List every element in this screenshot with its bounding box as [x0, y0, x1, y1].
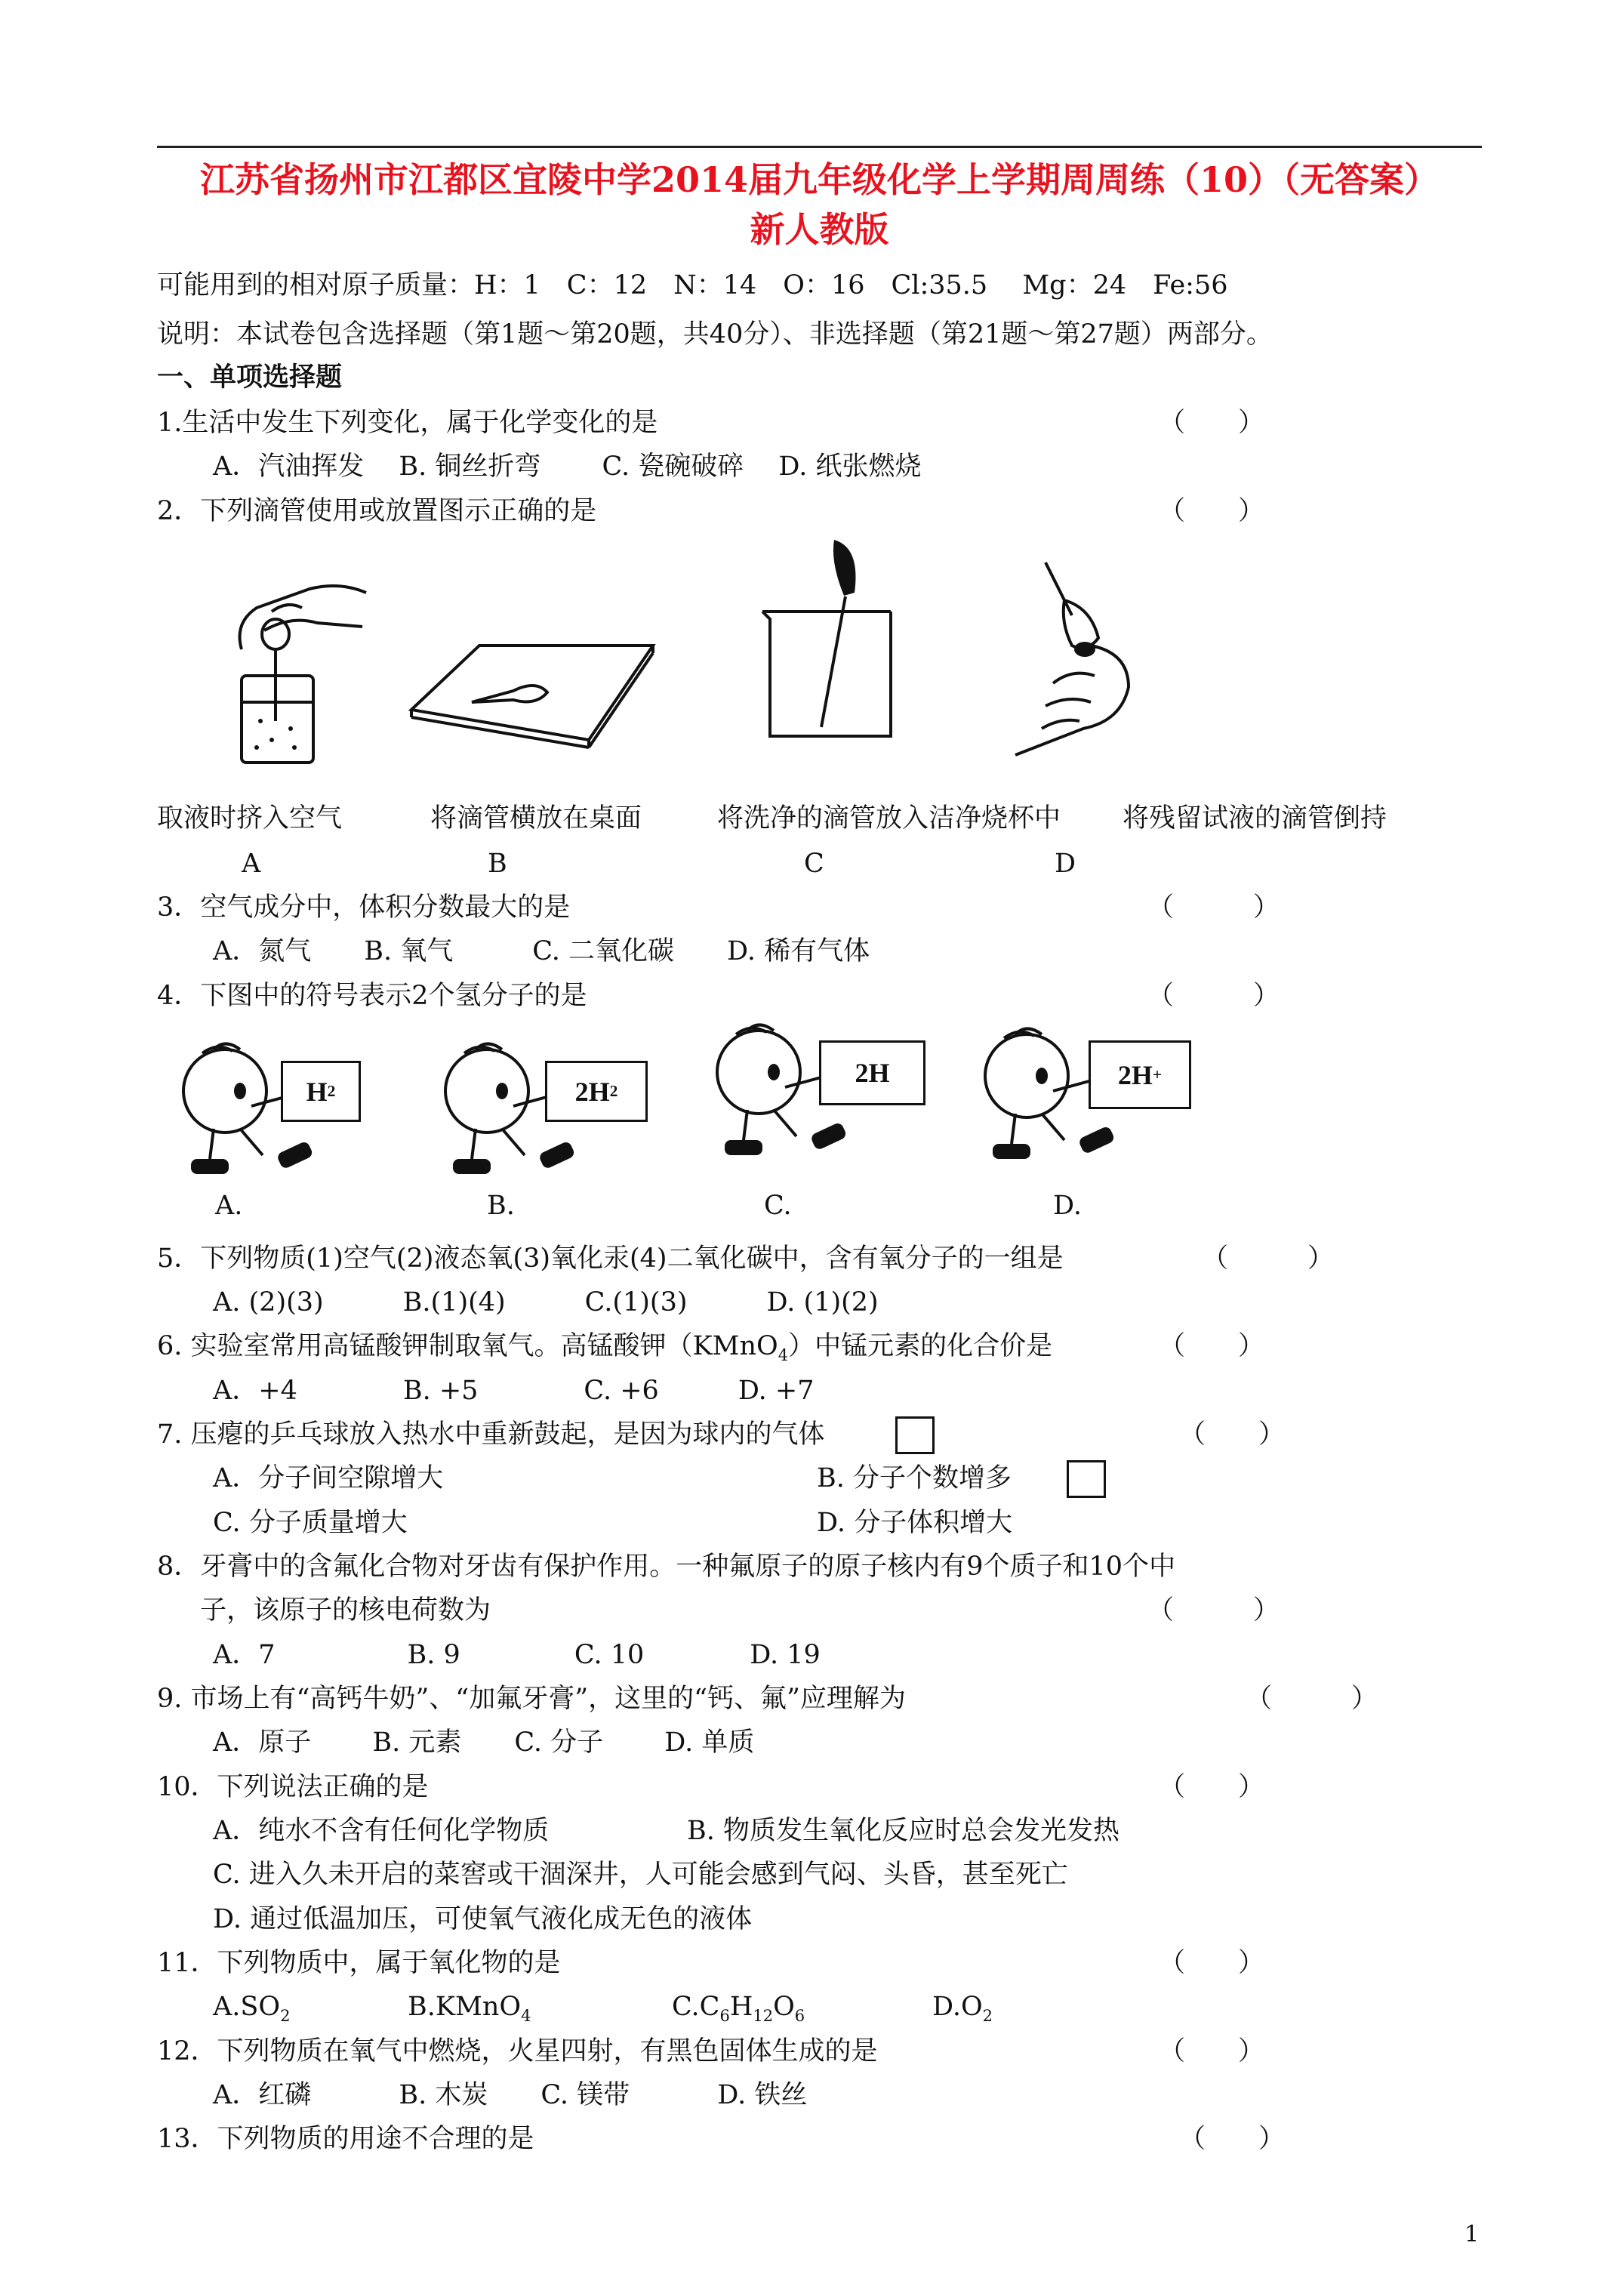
question-5-options: A. (2)(3) B.(1)(4) C.(1)(3) D. (1)(2) [213, 1287, 879, 1318]
figure-letter-b: B [488, 849, 507, 879]
answer-blank-9: （ ） [1246, 1684, 1378, 1714]
figure-letter-a: A [242, 849, 261, 879]
question-11-option-a: $A.SO_2$ [213, 1992, 291, 2025]
answer-blank-12: （ ） [1159, 2036, 1265, 2066]
exam-note: 说明：本试卷包含选择题（第1题～第20题，共40分）、非选择题（第21题～第27题）两部分。 [157, 319, 1273, 350]
figure-letter-c: C [804, 849, 824, 879]
question-4-stem: 4．下图中的符号表示2个氢分子的是 [157, 981, 587, 1011]
question-7-option-c: C. 分子质量增大 [213, 1508, 408, 1538]
symbol-box-b: 2H 2 [545, 1061, 648, 1122]
question-11-option-d: $D.O_2$ [932, 1992, 993, 2025]
question-6-stem: 6. 实验室常用高锰酸钾制取氧气。高锰酸钾（KMnO$_4$）中锰元素的化合价是 [157, 1331, 1053, 1364]
question-10-stem: 10．下列说法正确的是 [157, 1772, 429, 1802]
answer-blank-4: （ ） [1147, 981, 1280, 1011]
figure-caption-a: 取液时挤入空气 [157, 803, 343, 834]
exam-title-edition: 新人教版 [750, 209, 889, 250]
question-13-stem: 13．下列物质的用途不合理的是 [157, 2124, 534, 2154]
question-9-stem: 9. 市场上有“高钙牛奶”、“加氟牙膏”，这里的“钙、氟”应理解为 [157, 1684, 906, 1714]
answer-blank-1: （ ） [1159, 408, 1265, 438]
question-9-options: A．原子 B. 元素 C. 分子 D. 单质 [213, 1727, 755, 1758]
question-8-stem-line2: 子，该原子的核电荷数为 [200, 1595, 491, 1626]
figure-letter-d: D [1055, 849, 1076, 879]
symbol-box-c: 2H [819, 1040, 925, 1105]
question-11-stem: 11．下列物质中，属于氧化物的是 [157, 1948, 561, 1978]
answer-blank-6: （ ） [1159, 1331, 1265, 1361]
question-8-stem-line1: 8．牙膏中的含氟化合物对牙齿有保护作用。一种氟原子的原子核内有9个质子和10个中 [157, 1552, 1176, 1582]
blank-square-2 [1067, 1460, 1106, 1498]
dropper-figure-d [1000, 555, 1155, 759]
question-10-option-c: C. 进入久未开启的菜窖或干涸深井，人可能会感到气闷、头昏，甚至死亡 [213, 1860, 1068, 1890]
atomic-mass-line: 可能用到的相对原子质量：H：1 C：12 N：14 O：16 Cl:35.5 Mg：24 Fe:56 [157, 270, 1228, 300]
question-1-options: A．汽油挥发 B. 铜丝折弯 C. 瓷碗破碎 D. 纸张燃烧 [213, 451, 922, 482]
answer-blank-2: （ ） [1159, 496, 1265, 526]
question-7-option-d: D. 分子体积增大 [817, 1508, 1013, 1538]
question-10-option-b: B. 物质发生氧化反应时总会发光发热 [687, 1816, 1119, 1846]
cartoon-letter-b: B. [487, 1191, 515, 1221]
answer-blank-13: （ ） [1179, 2124, 1286, 2154]
figure-caption-d: 将残留试液的滴管倒持 [1123, 803, 1387, 834]
question-12-options: A．红磷 B. 木炭 C. 镁带 D. 铁丝 [213, 2080, 808, 2110]
dropper-figure-a [219, 559, 381, 766]
question-1-stem: 1.生活中发生下列变化，属于化学变化的是 [157, 408, 658, 438]
symbol-box-d: 2H + [1089, 1040, 1191, 1109]
question-7-option-b: B. 分子个数增多 [817, 1463, 1012, 1493]
cartoon-letter-d: D. [1053, 1191, 1082, 1221]
answer-blank-7: （ ） [1179, 1419, 1286, 1450]
question-7-stem: 7. 压瘪的乒乓球放入热水中重新鼓起，是因为球内的气体 [157, 1419, 825, 1450]
question-7-option-a: A．分子间空隙增大 [213, 1463, 444, 1493]
figure-caption-c: 将洗净的滴管放入洁净烧杯中 [717, 803, 1061, 834]
answer-blank-5: （ ） [1202, 1244, 1335, 1274]
cartoon-letter-c: C. [764, 1191, 792, 1221]
question-11-option-b: B.KMnO$_4$ [408, 1992, 531, 2025]
question-5-stem: 5．下列物质(1)空气(2)液态氧(3)氧化汞(4)二氧化碳中，含有氧分子的一组是 [157, 1244, 1064, 1274]
question-10-option-a: A．纯水不含有任何化学物质 [213, 1816, 550, 1846]
blank-square-1 [895, 1416, 935, 1454]
answer-blank-11: （ ） [1159, 1948, 1265, 1978]
figure-caption-b: 将滴管横放在桌面 [430, 803, 642, 834]
cartoon-letter-a: A. [215, 1191, 243, 1221]
page-number: 1 [1464, 2221, 1480, 2248]
question-3-options: A．氮气 B. 氧气 C. 二氧化碳 D. 稀有气体 [213, 936, 870, 966]
question-2-stem: 2．下列滴管使用或放置图示正确的是 [157, 496, 597, 526]
symbol-box-a: H 2 [281, 1061, 361, 1122]
dropper-figure-c [755, 532, 917, 744]
answer-blank-10: （ ） [1159, 1772, 1265, 1802]
question-12-stem: 12．下列物质在氧气中燃烧，火星四射，有黑色固体生成的是 [157, 2036, 878, 2066]
question-3-stem: 3．空气成分中，体积分数最大的是 [157, 892, 571, 923]
question-11-option-c: $C.C_6H_{12}O_6$ [672, 1992, 805, 2025]
answer-blank-3: （ ） [1147, 892, 1280, 923]
dropper-figure-b [408, 638, 657, 751]
question-8-options: A．7 B. 9 C. 10 D. 19 [213, 1640, 821, 1670]
question-10-option-d: D. 通过低温加压，可使氧气液化成无色的液体 [213, 1904, 753, 1934]
exam-title: 江苏省扬州市江都区宜陵中学2014届九年级化学上学期周周练（10）（无答案） [199, 159, 1440, 200]
answer-blank-8: （ ） [1147, 1595, 1280, 1626]
section-heading: 一、单项选择题 [157, 362, 343, 393]
question-6-options: A．+4 B. +5 C. +6 D. +7 [213, 1376, 815, 1406]
top-rule [157, 146, 1482, 148]
